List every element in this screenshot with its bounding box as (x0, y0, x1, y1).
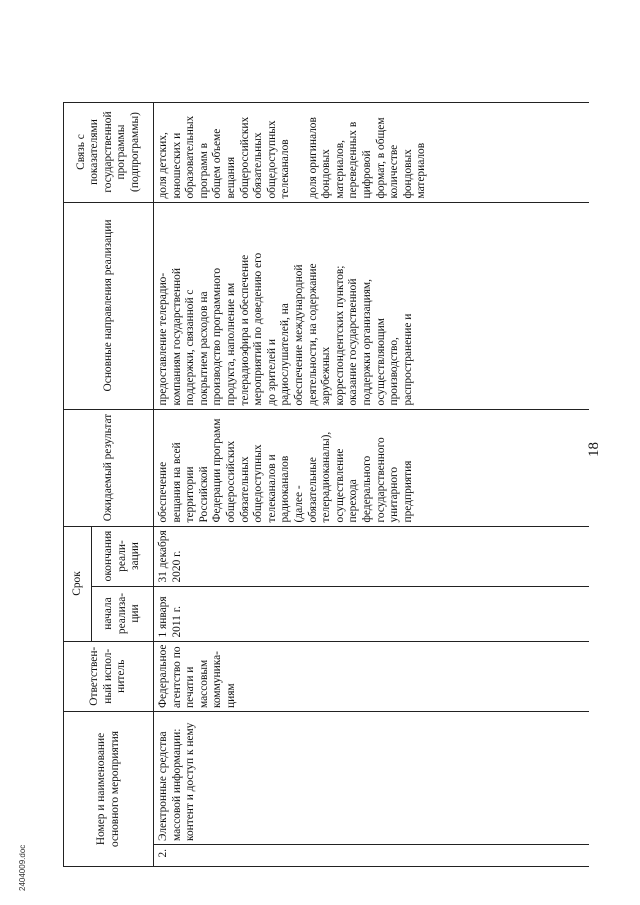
events-table (63, 102, 589, 867)
row-executor: Федеральное агентство по печати и массовым коммуника- циям (154, 641, 589, 711)
row-link: доля детских, юношеских и образовательных программ в общем объеме вещания общероссийских обязательных общедоступных телеканалов доля оригиналов фондовых материалов, переведенных в цифровой формат, в общем количестве фондовых материалов (154, 102, 589, 202)
row-number: 2. (154, 845, 589, 867)
header-directions: Основные направления реализации (64, 202, 154, 409)
row-end: 31 декабря 2020 г. (154, 526, 589, 586)
header-executor: Ответствен-ный испол-нитель (64, 641, 154, 711)
header-start: начала реализа-ции (92, 586, 154, 641)
header-result: Ожидаемый результат (64, 409, 154, 526)
row-start: 1 января 2011 г. (154, 586, 589, 641)
row-event: Электронные средства массовой информации: контент и доступ к нему (154, 712, 589, 845)
file-code: 2404009.doc (18, 844, 27, 891)
header-link: Связь с показателями государственной программы (подпрограммы) (64, 102, 154, 202)
header-end: окончания реали-зации (92, 526, 154, 586)
row-result: обеспечение вещания на всей территории Российской Федерации программ общероссийских обязательных общедоступных телеканалов и радиоканалов (далее - обязательные телерадиоканалы), осуществление перехода федерального государственного унитарного предприятия (154, 409, 589, 526)
header-term: Срок (64, 526, 92, 641)
page-number: 18 (586, 442, 602, 457)
row-directions: предоставление телерадио- компаниям государственной поддержки, связанной с покрытием расходов на производство программного продукта, наполнение им телерадиоэфира и обеспечение мероприятий по доведению его до зрителей и радиослушателей, на обеспечение международной деятельности, на содержание зарубежных корреспондентских пунктов; оказание государственной поддержки организациям, осуществляющим производство, распространение и (154, 202, 589, 409)
header-event: Номер и наименование основного мероприятия (64, 712, 154, 867)
